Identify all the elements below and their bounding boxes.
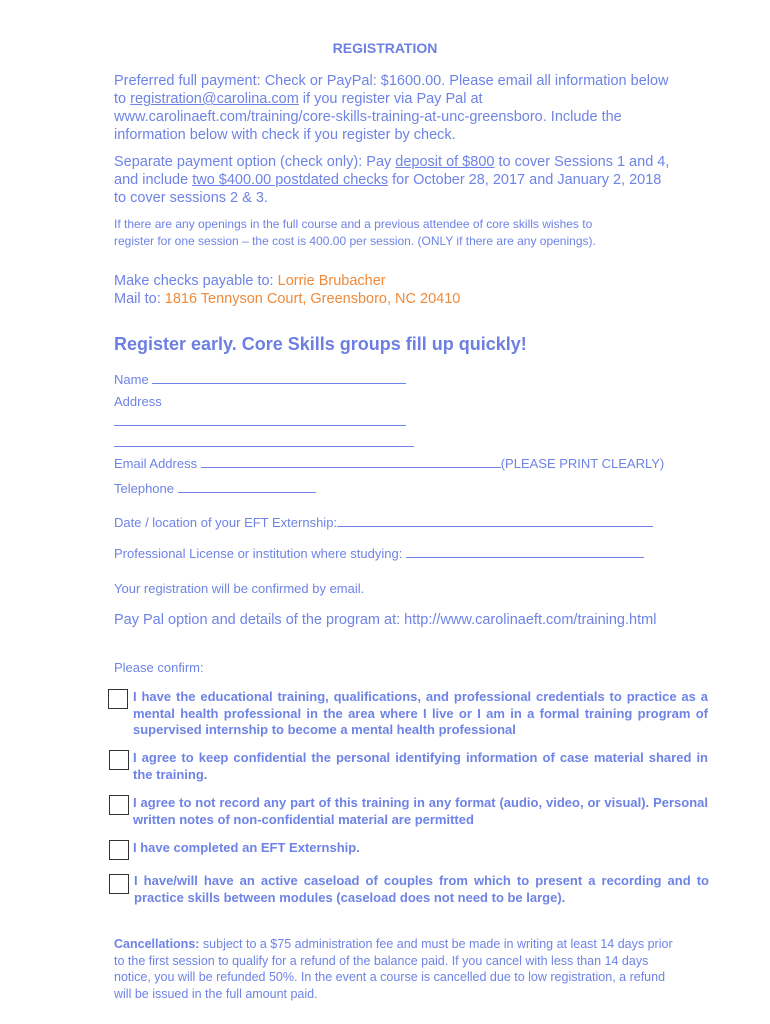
externship-label: Date / location of your EFT Externship: (114, 515, 338, 530)
confirm-externship-checkbox[interactable] (109, 840, 129, 860)
full-payment-text-b: if you register via Pay Pal at www.carolinaeft.com/training/core-skills-training-at-unc-greensboro. Include the information below with check if you register by check. (114, 91, 622, 143)
confirm-credentials-text: I have the educational training, qualifications, and professional credentials to practice as a mental health professional in the area where I live or I am in a formal training program of supervised internship to become a mental health professional (133, 689, 708, 737)
payable-name: Lorrie Brubacher (277, 273, 386, 289)
license-field[interactable] (406, 545, 644, 558)
mail-label: Mail to: (114, 291, 165, 307)
mail-address: 1816 Tennyson Court, Greensboro, NC 20410 (164, 291, 461, 307)
name-label: Name (114, 372, 149, 387)
payable-label: Make checks payable to: (114, 273, 278, 289)
license-label: Professional License or institution where studying: (114, 546, 403, 561)
email-label: Email Address (114, 456, 198, 471)
cancellation-label: Cancellations: (114, 937, 200, 951)
confirm-caseload-checkbox[interactable] (109, 874, 129, 894)
payable-block (114, 272, 674, 308)
separate-payment-text-b: to cover Sessions 1 and 4, and include (114, 154, 670, 188)
confirm-confidentiality-checkbox[interactable] (109, 750, 129, 770)
confirm-no-recording-text: I agree to not record any part of this training in any format (audio, video, or visual). Personal written notes of non-confidential material are permitted (133, 795, 708, 827)
separate-payment-text-c: for October 28, 2017 and January 2, 2018 to cover sessions 2 & 3. (114, 172, 662, 206)
telephone-label: Telephone (114, 481, 174, 496)
deposit-amount: deposit of $800 (395, 154, 495, 170)
email-note: (PLEASE PRINT CLEARLY) (500, 456, 665, 471)
payable-line (114, 272, 674, 290)
name-row (114, 371, 406, 387)
please-confirm-label: Please confirm: (114, 660, 204, 675)
separate-payment-text-a: Separate payment option (check only): Pay (114, 154, 396, 170)
name-field[interactable] (152, 371, 406, 384)
confirm-confidentiality-text: I agree to keep confidential the personal identifying information of case material shared in the training. (133, 750, 708, 782)
email-field[interactable] (201, 455, 501, 468)
full-payment-text-a: Preferred full payment: Check or PayPal: $1600.00. Please email all information below to (114, 73, 669, 107)
confirm-no-recording-checkbox[interactable] (109, 795, 129, 815)
postdated-checks: two $400.00 postdated checks (192, 172, 389, 188)
cancellation-policy (114, 936, 674, 1002)
externship-row (114, 514, 653, 530)
address-label: Address (114, 394, 162, 409)
register-early-headline: Register early. Core Skills groups fill up quickly! (114, 334, 527, 354)
license-row (114, 545, 644, 561)
address-field-line-1[interactable] (114, 425, 406, 426)
address-field-line-2[interactable] (114, 446, 414, 447)
confirm-credentials-checkbox[interactable] (108, 689, 128, 709)
page-title: REGISTRATION (332, 40, 438, 56)
confirm-caseload-text: I have/will have an active caseload of couples from which to present a recording and to practice skills between modules (caseload does not need to be large). (134, 873, 709, 905)
single-session-note: If there are any openings in the full course and a previous attendee of core skills wishes to register for one session – the cost is 400.00 per session. (ONLY if there are any openings). (114, 217, 596, 248)
registration-email-link[interactable]: registration@carolina.com (130, 91, 299, 107)
cancellation-text: subject to a $75 administration fee and must be made in writing at least 14 days prior to the first session to qualify for a refund of the balance paid. If you cancel with less than 14 days notice, you will be refunded 50%. In the event a course is cancelled due to low registration, a refund will be issued in the full amount paid. (114, 937, 673, 1001)
confirmed-by-email-note: Your registration will be confirmed by email. (114, 581, 365, 596)
paypal-details-note: Pay Pal option and details of the program at: http://www.carolinaeft.com/training.html (114, 612, 657, 628)
confirm-externship-text: I have completed an EFT Externship. (133, 840, 360, 855)
telephone-field[interactable] (178, 480, 316, 493)
telephone-row (114, 480, 316, 496)
mail-line (114, 290, 674, 308)
email-row (114, 455, 664, 471)
externship-field[interactable] (337, 514, 653, 527)
full-payment-paragraph (114, 72, 674, 144)
separate-payment-paragraph (114, 153, 674, 207)
